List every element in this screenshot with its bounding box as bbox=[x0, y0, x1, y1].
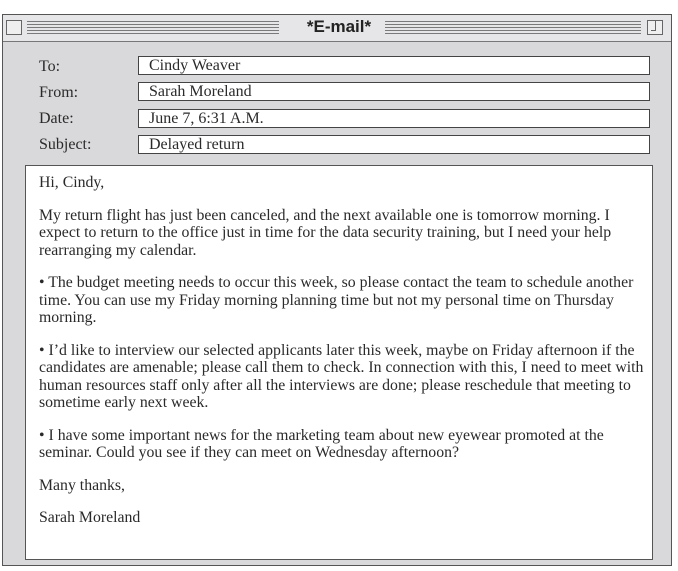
date-label: Date: bbox=[39, 110, 74, 127]
subject-label: Subject: bbox=[39, 136, 92, 153]
message-body[interactable] bbox=[25, 165, 653, 560]
title-bar[interactable] bbox=[3, 15, 671, 42]
paragraph-marketing: • I have some important news for the marketing team about new eyewear promoted at the seminar. Could you see if they can meet on Wednesday afternoon? bbox=[39, 426, 604, 461]
date-field[interactable]: June 7, 6:31 A.M. bbox=[138, 109, 650, 128]
title-bar-stripes bbox=[385, 21, 641, 34]
paragraph-intro: My return flight has just been canceled, and the next available one is tomorrow morning. I expect to return to the office just in time for the data security training, but I need your help rearranging my calendar. bbox=[39, 206, 612, 259]
close-box-icon[interactable] bbox=[6, 20, 22, 35]
email-window bbox=[2, 14, 672, 566]
from-field[interactable]: Sarah Moreland bbox=[138, 82, 650, 101]
to-label: To: bbox=[39, 58, 61, 75]
zoom-box-icon[interactable] bbox=[647, 20, 663, 35]
closing: Many thanks, bbox=[39, 476, 125, 494]
to-field[interactable]: Cindy Weaver bbox=[138, 56, 650, 75]
window-title: *E-mail* bbox=[295, 17, 383, 37]
signature: Sarah Moreland bbox=[39, 509, 141, 526]
paragraph-budget-meeting: • The budget meeting needs to occur this week, so please contact the team to schedule another time. You can use my Friday morning planning time but not my personal time on Thursday morning. bbox=[39, 274, 634, 326]
title-bar-stripes bbox=[27, 21, 279, 34]
paragraph-interviews: • I’d like to interview our selected applicants later this week, maybe on Friday afternoon if the candidates are amenable; please call them to check. In connection with this, I need to meet with human resources staff only after all the interviews are done; please reschedule that meeting to sometime early next week. bbox=[39, 341, 644, 411]
subject-field[interactable]: Delayed return bbox=[138, 135, 650, 154]
from-label: From: bbox=[39, 84, 79, 101]
greeting: Hi, Cindy, bbox=[39, 174, 105, 191]
